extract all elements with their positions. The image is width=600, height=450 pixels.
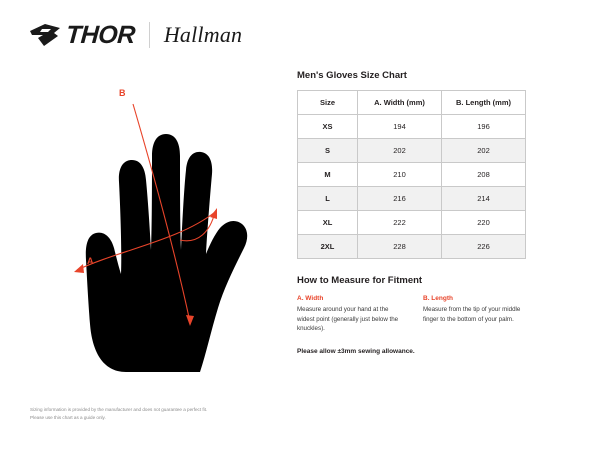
measure-length-block xyxy=(423,295,531,334)
measure-width-heading: A. Width xyxy=(297,295,324,302)
dimension-label-b: B xyxy=(119,88,126,98)
disclaimer xyxy=(30,406,260,422)
thor-wordmark: THOR xyxy=(65,20,136,49)
size-chart-title: Men's Gloves Size Chart xyxy=(297,70,407,81)
measure-section xyxy=(297,275,571,355)
column-header-width: A. Width (mm) xyxy=(358,91,442,115)
info-column xyxy=(297,70,571,355)
size-chart-table xyxy=(297,90,526,259)
column-header-size: Size xyxy=(298,91,358,115)
cell-length: 196 xyxy=(442,115,526,139)
measure-length-heading: B. Length xyxy=(423,295,453,302)
cell-size: L xyxy=(298,187,358,211)
cell-length: 214 xyxy=(442,187,526,211)
cell-width: 216 xyxy=(358,187,442,211)
cell-length: 208 xyxy=(442,163,526,187)
thor-logo xyxy=(28,22,135,48)
brand-header xyxy=(28,22,242,48)
cell-width: 222 xyxy=(358,211,442,235)
hallman-wordmark: Hallman xyxy=(163,22,243,47)
measurement-overlay xyxy=(30,72,280,372)
measure-width-block xyxy=(297,295,405,334)
table-row xyxy=(298,139,526,163)
table-row xyxy=(298,115,526,139)
dimension-label-a: A xyxy=(87,256,94,266)
cell-length: 202 xyxy=(442,139,526,163)
cell-size: M xyxy=(298,163,358,187)
cell-width: 194 xyxy=(358,115,442,139)
cell-size: S xyxy=(298,139,358,163)
glove-illustration xyxy=(30,72,280,372)
cell-size: XL xyxy=(298,211,358,235)
sewing-allowance-note: Please allow ±3mm sewing allowance. xyxy=(297,347,415,355)
cell-length: 226 xyxy=(442,235,526,259)
cell-width: 228 xyxy=(358,235,442,259)
column-header-length: B. Length (mm) xyxy=(442,91,526,115)
table-row xyxy=(298,187,526,211)
table-row xyxy=(298,235,526,259)
cell-size: XS xyxy=(298,115,358,139)
cell-size: 2XL xyxy=(298,235,358,259)
table-row xyxy=(298,211,526,235)
cell-width: 202 xyxy=(358,139,442,163)
table-row xyxy=(298,163,526,187)
disclaimer-line-2: Please use this chart as a guide only. xyxy=(30,414,106,420)
measure-title: How to Measure for Fitment xyxy=(297,275,423,286)
thor-hammer-icon xyxy=(28,22,62,48)
table-header-row xyxy=(298,91,526,115)
measure-width-text: Measure around your hand at the widest point (generally just below the knuckles). xyxy=(297,306,399,333)
brand-divider xyxy=(149,22,150,48)
cell-length: 220 xyxy=(442,211,526,235)
disclaimer-line-1: Sizing information is provided by the manufacturer and does not guarantee a perfect fit. xyxy=(30,406,208,412)
measure-length-text: Measure from the tip of your middle finger to the bottom of your palm. xyxy=(423,306,521,323)
cell-width: 210 xyxy=(358,163,442,187)
